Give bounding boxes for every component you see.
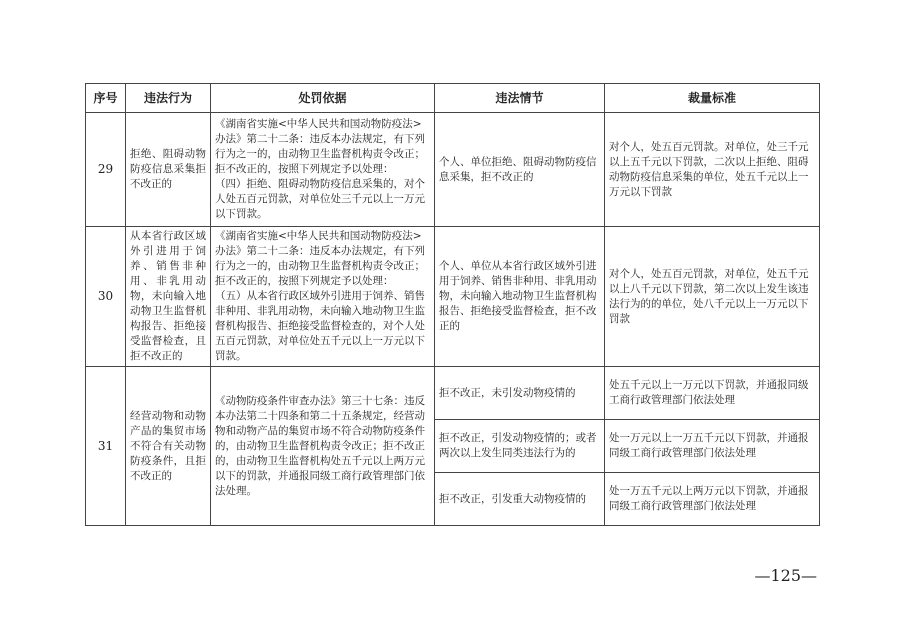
row-seq: 31	[86, 367, 126, 526]
row-circumstance: 个人、单位拒绝、阻碍动物防疫信息采集，拒不改正的	[435, 113, 605, 227]
table-row	[86, 113, 820, 227]
row-standard: 对个人，处五百元罚款，对单位，处五千元以上八千元以下罚款，第二次以上发生该违法行为的的单位，处八千元以上一万元以下罚款	[605, 227, 820, 367]
header-act: 违法行为	[126, 84, 211, 113]
row-basis	[211, 113, 435, 227]
row-act: 经营动物和动物产品的集贸市场不符合有关动物防疫条件，且拒不改正的	[126, 367, 211, 526]
table-row	[86, 367, 820, 420]
row-circumstance: 拒不改正，引发动物疫情的；或者两次以上发生同类违法行为的	[435, 420, 605, 473]
basis-paragraph: （四）拒绝、阻碍动物防疫信息采集的，对个人处五百元罚款，对单位处三千元以上一万元以下罚款。	[215, 178, 425, 220]
row-basis: 《动物防疫条件审查办法》第三十七条：违反本办法第二十四条和第二十五条规定，经营动物和动物产品的集贸市场不符合动物防疫条件的，由动物卫生监督机构责令改正；拒不改正的，由动物卫生监督机构处五千元以上两万元以下的罚款，并通报同级工商行政管理部门依法处理。	[211, 367, 435, 526]
row-standard: 处一万五千元以上两万元以下罚款，并通报同级工商行政管理部门依法处理	[605, 473, 820, 526]
header-seq: 序号	[86, 84, 126, 113]
row-circumstance: 拒不改正，未引发动物疫情的	[435, 367, 605, 420]
row-act: 从本省行政区域外引进用于饲养、销售非种用、非乳用动物，未向输入地动物卫生监督机构报告、拒绝接受监督检查，且拒不改正的	[126, 227, 211, 367]
basis-paragraph: 《湖南省实施<中华人民共和国动物防疫法>办法》第二十二条：违反本办法规定，有下列行为之一的，由动物卫生监督机构责令改正；拒不改正的，按照下列规定予以处理：	[215, 118, 425, 175]
row-circumstance: 个人、单位从本省行政区域外引进用于饲养、销售非种用、非乳用动物，未向输入地动物卫生监督机构报告、拒绝接受监督检查，拒不改正的	[435, 227, 605, 367]
header-basis: 处罚依据	[211, 84, 435, 113]
table-header-row	[86, 84, 820, 113]
row-basis	[211, 227, 435, 367]
row-standard: 处一万元以上一万五千元以下罚款，并通报同级工商行政管理部门依法处理	[605, 420, 820, 473]
header-standard: 裁量标准	[605, 84, 820, 113]
penalty-table	[85, 83, 820, 526]
row-standard: 处五千元以上一万元以下罚款，并通报同级工商行政管理部门依法处理	[605, 367, 820, 420]
page-number: —125—	[754, 566, 817, 585]
basis-paragraph: （五）从本省行政区域外引进用于饲养、销售非种用、非乳用动物，未向输入地动物卫生监督机构报告、拒绝接受监督检查的，对个人处五百元罚款，对单位处五千元以上一万元以下罚款。	[215, 290, 425, 362]
header-circumstance: 违法情节	[435, 84, 605, 113]
row-act: 拒绝、阻碍动物防疫信息采集拒不改正的	[126, 113, 211, 227]
table-row	[86, 227, 820, 367]
row-seq: 30	[86, 227, 126, 367]
row-circumstance: 拒不改正，引发重大动物疫情的	[435, 473, 605, 526]
row-seq: 29	[86, 113, 126, 227]
basis-paragraph: 《湖南省实施<中华人民共和国动物防疫法>办法》第二十二条：违反本办法规定，有下列行为之一的，由动物卫生监督机构责令改正；拒不改正的，按照下列规定予以处理：	[215, 230, 425, 287]
row-standard: 对个人，处五百元罚款。对单位，处三千元以上五千元以下罚款，二次以上拒绝、阻碍动物防疫信息采集的单位，处五千元以上一万元以下罚款	[605, 113, 820, 227]
